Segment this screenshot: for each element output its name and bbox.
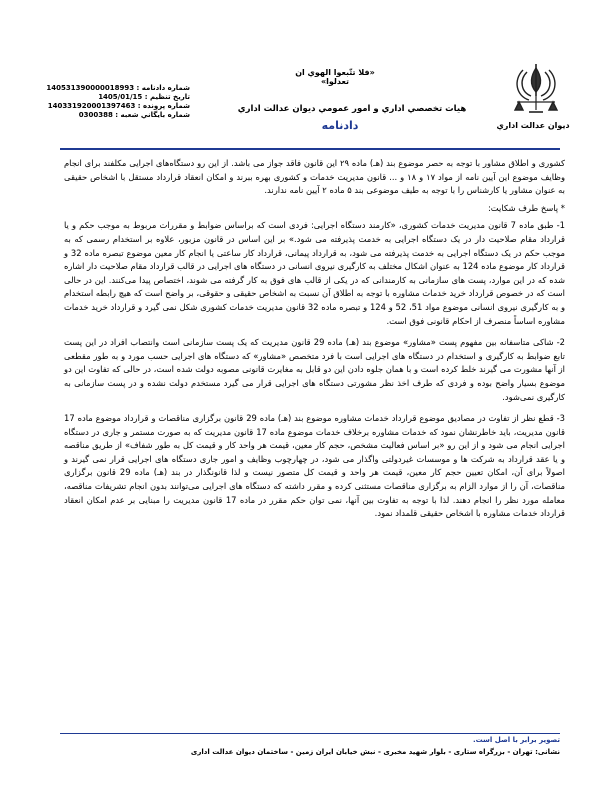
board-title: هيات تخصصي اداري و امور عمومي ديوان عدالت اداري — [237, 104, 467, 114]
document-body — [64, 157, 565, 529]
header-divider — [60, 148, 560, 150]
iran-emblem-icon — [507, 58, 565, 116]
court-name: ديوان عدالت اداري — [496, 121, 570, 130]
header-quote: «فلا تتّبعوا الهوي ان تعدلوا» — [295, 68, 375, 86]
archive-number: شماره بايگاني شعبه : 0300388 — [78, 111, 190, 119]
page-footer — [60, 733, 560, 764]
court-address: نشانی: تهران - بزرگراه ستاری - بلوار شهید مخبری - نبش خیابان ایران زمین - ساختمان دیوان عدالت اداری — [190, 748, 560, 756]
ruling-number: شماره دادنامه : 140531390000018993 — [46, 84, 190, 92]
issue-date: تاريخ تنظيم : 1405/01/15 — [98, 93, 190, 101]
body-paragraph-intro: كشوری و اطلاق مشاور با توجه به حصر موضوع بند (هـ) ماده ۲۹ این قانون فاقد جواز می باشد. از این رو دستگاه‌های اجرایی مکلفند برای انجام وظایف موضوع این آیین نامه از مواد ۱۷ و ۱۸ و ... قانون مدیریت خدمات و کشوری بهره ببرند و امکان انعقاد قرارداد مستقل با اشخاص حقیقی به عنوان مشاور یا کارشناس را با توجه به طیف موضوعی بند ۵ ماده ۲ آیین نامه ندارند. — [64, 158, 566, 196]
document-type-title: دادنامه — [321, 119, 359, 132]
body-paragraph-2: 2- شاکی متاسفانه بین مفهوم پست «مشاور» موضوع بند (هـ) ماده 29 قانون مدیریت که یک پست سازمانی است وانتصاب افراد در این پست تابع ضوابط به کارگیری و استخدام در دستگاه های اجرایی است با فرد متخصص «مشاور» که دستگاه های اجرایی حسب مورد و به طور مقطعی از آنها مشورت می گیرند خلط کرده است و با همان جلوه دادن این دو قابل به مغایرت قانونی مصوبه دولت شده است، در حالی که تفاوت این دو موضوع بسیار واضح بوده و فردی که طرف اخذ نظر مشورتی دستگاه های اجرایی قرار می گیرد مستخدم دولت نشده و در پست سازمانی به کارگیری نمی‌شود. — [64, 337, 566, 402]
case-metadata — [46, 84, 190, 120]
body-paragraph-3: 3- قطع نظر از تفاوت در مصادیق موضوع قرارداد خدمات مشاوره موضوع بند (هـ) ماده 29 قانون برگزاری مناقصات و قرارداد موضوع ماده 17 قانون مدیریت، باید خاطرنشان نمود که خدمات مشاوره برخلاف خدمات موضوع ماده 17 قانون مدیریت که به صورت مستمر و جاری در دستگاه اجرایی انجام می شود و از این رو «بر اساس فعالیت مشخص، حجم کار معین، قیمت هر واحد کار و قیمت کل به طور شفاف» از طریق مناقصه و یا عقد قرارداد به شرکت ها و موسسات غیردولتی واگذار می شود، در چهارچوب وظایف و امور جاری دستگاه های اجرایی قرار نمی گیرند و اصولاً برای آن، امکان تعیین حجم کار معین، قیمت هر واحد و قیمت کل متصور نیست و لذا قانونگذار در بند (هـ) ماده 29 قانون برگزاری مناقصات، آن را از موارد الزام به برگزاری مناقصات مستثنی کرده و مقرر داشته که دستگاه های اجرایی می‌توانند بدون انجام تشریفات مناقصه، معامله مورد نظر را انجام دهند. لذا با توجه به تفاوت بین آنها، نمی توان حکم مقرر در ماده 17 قانون مدیریت را مبنایی بر عدم امکان انعقاد قرارداد خدمات مشاوره با اشخاص حقیقی قلمداد نمود. — [64, 413, 566, 519]
response-heading: * پاسخ طرف شکایت: — [487, 202, 565, 213]
certification-note: تصویر برابر با اصل است. — [472, 736, 560, 744]
case-number: شماره پرونده : 140331920001397463 — [47, 102, 190, 110]
body-paragraph-1: 1- طبق ماده 7 قانون مدیریت خدمات کشوری، «کارمند دستگاه اجرایی: فردی است که براساس ضوابط و مقررات مربوط به موجب حکم و یا قرارداد مقام صلاحیت دار در یک دستگاه اجرایی به خدمت پذیرفته می شود.» بر این اساس در قانون مزبور، علاوه بر استخدام رسمی که به موجب حکم در یک دستگاه اجرایی به خدمت پذیرفته می شود، به قرارداد پیمانی، قرارداد کار ساعتی یا انجام کار معین موضوع تبصره ماده 32 و قرارداد کار موضوع ماده 124 به عنوان اشکال مختلف به کارگیری نیروی انسانی در دستگاه های اجرایی در قالب قرارداد مقام صلاحیت دار اشاره شده که در این موارد، پست های سازمانی به کارمندانی که در یکی از قالب های فوق به کار گرفته می شوند، اختصاص پیدا می‌کنند. این در حالی است که در خصوص قرارداد خرید خدمات مشاوره با توجه به اطلاق آن نسبت به اشخاص حقیقی و حقوقی، بر واضح است که هیچ رابطه استخدام و به کارگیری نیروی انسانی موضوع مواد 51، 52 و 124 و تبصره ماده 32 قانون مدیریت خدمات کشوری شکل نمی گیرد و قرارداد خرید خدمات مشاوره اساساً منصرف از احکام قانونی فوق است. — [64, 220, 566, 326]
